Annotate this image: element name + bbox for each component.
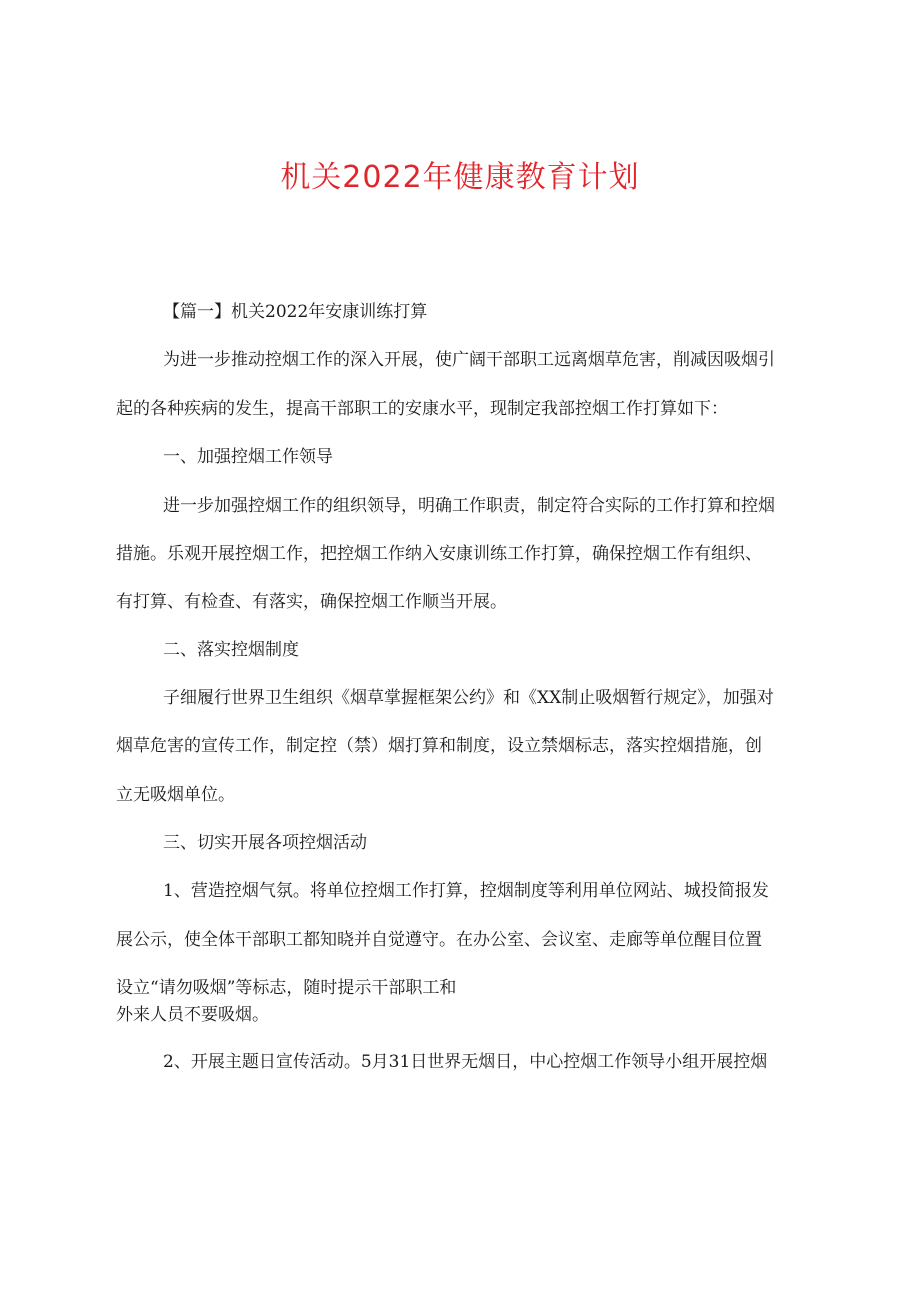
- paragraph-line: 为进一步推动控烟工作的深入开展，使广阔干部职工远离烟草危害，削减因吸烟引: [163, 350, 775, 370]
- paragraph-line: 展公示，使全体干部职工都知晓并自觉遵守。在办公室、会议室、走廊等单位醒目位置: [116, 930, 762, 950]
- document-title: 机关2022年健康教育计划: [280, 160, 640, 195]
- paragraph-line: 立无吸烟单位。: [116, 785, 235, 805]
- paragraph-line: 2、开展主题日宣传活动。5月31日世界无烟日，中心控烟工作领导小组开展控烟: [163, 1052, 768, 1072]
- section-heading: 三、切实开展各项控烟活动: [163, 833, 367, 853]
- paragraph-line: 设立“请勿吸烟”等标志，随时提示干部职工和: [116, 978, 457, 998]
- paragraph-line: 起的各种疾病的发生，提高干部职工的安康水平，现制定我部控烟工作打算如下：: [116, 399, 728, 419]
- paragraph-line: 措施。乐观开展控烟工作，把控烟工作纳入安康训练工作打算，确保控烟工作有组织、: [116, 544, 762, 564]
- section-heading: 一、加强控烟工作领导: [163, 447, 333, 467]
- paragraph-line: 有打算、有检查、有落实，确保控烟工作顺当开展。: [116, 592, 507, 612]
- paragraph-line: 进一步加强控烟工作的组织领导，明确工作职责，制定符合实际的工作打算和控烟: [163, 496, 775, 516]
- section-heading: 二、落实控烟制度: [163, 640, 299, 660]
- section-heading-part-one: 【篇一】机关2022年安康训练打算: [163, 302, 428, 322]
- paragraph-line: 子细履行世界卫生组织《烟草掌握框架公约》和《XX制止吸烟暂行规定》，加强对: [163, 688, 774, 708]
- paragraph-line: 1、营造控烟气氛。将单位控烟工作打算，控烟制度等利用单位网站、城投简报发: [163, 881, 769, 901]
- paragraph-line: 外来人员不要吸烟。: [116, 1005, 269, 1025]
- paragraph-line: 烟草危害的宣传工作，制定控（禁）烟打算和制度，设立禁烟标志，落实控烟措施，创: [116, 736, 762, 756]
